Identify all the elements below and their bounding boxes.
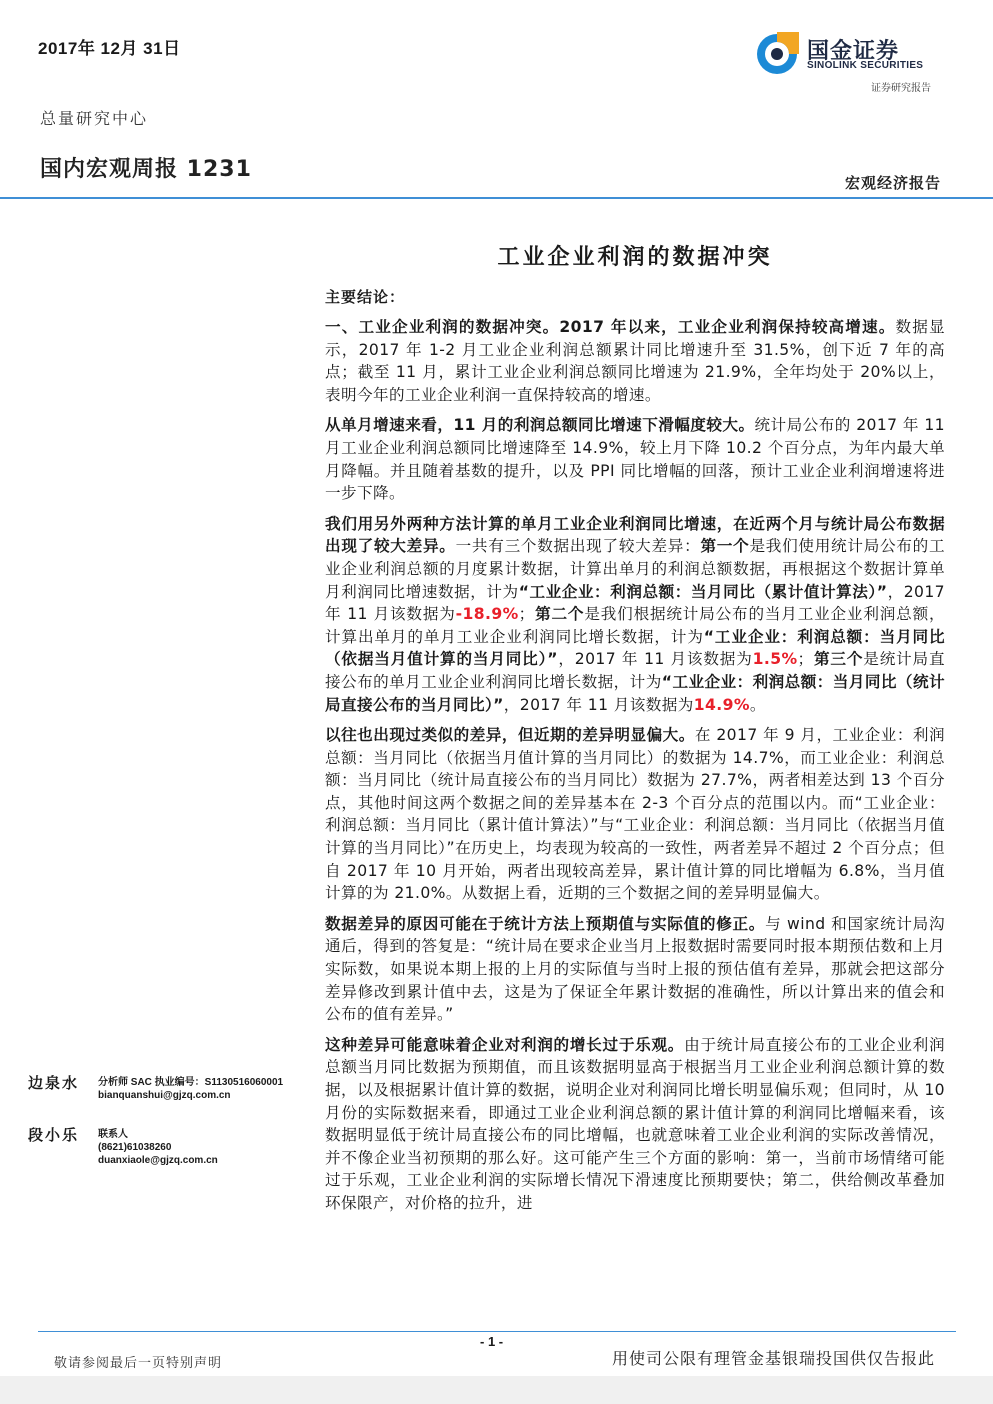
paragraph-1	[325, 316, 945, 406]
paragraph-5	[325, 913, 945, 1026]
report-body	[325, 316, 945, 1223]
paragraph-4	[325, 724, 945, 905]
paragraph-3-text: 一共有三个数据出现了较大差异：	[455, 537, 701, 556]
paragraph-3-text: ，2017 年 11 月该数据为	[325, 582, 945, 624]
value-official: 14.9%	[693, 695, 750, 714]
analyst-info	[98, 1076, 283, 1102]
paragraph-1-text: 数据显示，2017 年 1-2 月工业企业利润总额累计同比增速升至 31.5%，创下近 7 年的高点；截至 11 月，累计工业企业利润总额同比增速为 21.9%，全年均处于 20%以上，表明今年的工业企业利润一直保持较高的增速。	[325, 318, 946, 404]
analyst-name: 边泉水	[28, 1074, 80, 1092]
paragraph-2-lead: 从单月增速来看，11 月的利润总额同比增速下滑幅度较大。	[325, 416, 755, 435]
paragraph-3-text: ，2017 年 11 月该数据为	[557, 650, 753, 669]
paragraph-3-text: ，2017 年 11 月该数据为	[503, 695, 694, 714]
main-title: 工业企业利润的数据冲突	[497, 245, 773, 270]
paragraph-6-text: 由于统计局直接公布的工业企业利润总额当月同比数据为预期值，而且该数据明显高于根据当月工业企业利润总额计算的数据，以及根据累计值计算的数据，说明企业对利润同比增长明显偏乐观；但同时，从 10 月份的实际数据来看，即通过工业企业利润总额的累计值计算的利润同比增幅来看，该数据明显低于统计局直接公布的同比增幅，也就意味着工业企业利润的实际改善情况，并不像企业当初预期的那么好。这可能产生三个方面的影响：第一，当前市场情绪可能过于乐观，工业企业利润的实际增长情况下滑速度比预期要快；第二，供给侧改革叠加环保限产，对价格的拉升，进	[325, 1035, 945, 1212]
report-title: 国内宏观周报 1231	[40, 157, 252, 182]
paragraph-6	[325, 1034, 945, 1215]
paragraph-6-lead: 这种差异可能意味着企业对利润的增长过于乐观。	[325, 1035, 685, 1054]
company-logo	[755, 30, 955, 92]
analyst-contacts	[28, 1072, 318, 1176]
analyst-info	[98, 1128, 218, 1167]
series-name-official: “工业企业：利润总额：当月同比（统计局直接公布的当月同比）”	[325, 672, 945, 714]
analyst-card	[28, 1072, 318, 1124]
third-series-label: 第三个	[813, 650, 864, 669]
paragraph-3-text: 是我们根据统计局公布的当月工业企业利润总额，计算出单月的单月工业企业利润同比增长数据，计为	[325, 605, 945, 646]
logo-chinese-name: 国金证券	[807, 39, 900, 64]
bottom-band	[0, 1376, 993, 1404]
series-name-cumulative: “工业企业：利润总额：当月同比（累计值计算法）”	[518, 582, 888, 601]
value-cumulative: -18.9%	[455, 605, 519, 624]
paragraph-3-text: 。	[749, 695, 766, 714]
analyst-card	[28, 1124, 318, 1176]
analyst-name: 段小乐	[28, 1126, 80, 1144]
first-series-label: 第一个	[700, 537, 750, 556]
paragraph-3-text: 是我们使用统计局公布的工业企业利润总额的月度累计数据，计算出单月的利润总额数据，再根据这个数据计算单月利润同比增速数据，计为	[325, 537, 945, 601]
footer-divider	[38, 1331, 956, 1332]
logo-english-name: SINOLINK SECURITIES	[807, 60, 924, 71]
paragraph-5-lead: 数据差异的原因可能在于统计方法上预期值与实际值的修正。	[325, 914, 766, 933]
logo-subtitle: 证券研究报告	[871, 83, 931, 94]
paragraph-2	[325, 414, 945, 504]
contact-email[interactable]: duanxiaole@gjzq.com.cn	[98, 1155, 218, 1166]
conclusion-heading: 主要结论：	[325, 288, 406, 306]
paragraph-1-lead: 一、工业企业利润的数据冲突。2017 年以来，工业企业利润保持较高增速。	[325, 318, 896, 336]
paragraph-4-lead: 以往也出现过类似的差异，但近期的差异明显偏大。	[325, 726, 695, 745]
value-monthly: 1.5%	[752, 650, 798, 669]
contact-phone: (8621)61038260	[98, 1142, 172, 1153]
paragraph-3-text: 是统计局直接公布的单月工业企业利润同比增长数据，计为	[325, 650, 945, 691]
analyst-sac-label: 分析师 SAC 执业编号：	[98, 1077, 205, 1088]
series-name-monthly: “工业企业：利润总额：当月同比（依据当月值计算的当月同比）”	[325, 627, 946, 669]
paragraph-4-text: 在 2017 年 9 月，工业企业：利润总额：当月同比（依据当月值计算的当月同比）的数据为 14.7%，而工业企业：利润总额：当月同比（统计局直接公布的当月同比）数据为 27.7%，两者相差达到 13 个百分点，其他时间这两个数据之间的差异基本在 2-3 个百分点的范围以内。而“工业企业：利润总额：当月同比（累计值计算法）”与“工业企业：利润总额：当月同比（依据当月值计算的当月同比）”在历史上，均表现为较高的一致性，两者差异不超过 2 个百分点；但自 2017 年 10 月开始，两者出现较高差异，累计值计算的同比增幅为 6.8%，当月值计算的为 21.0%。从数据上看，近期的三个数据之间的差异明显偏大。	[325, 726, 945, 903]
second-series-label: 第二个	[534, 605, 585, 624]
paragraph-3-text: ；	[518, 605, 535, 624]
paragraph-2-text: 统计局公布的 2017 年 11 月工业企业利润总额同比增速降至 14.9%，较上月下降 10.2 个百分点，为年内最大单月降幅。并且随着基数的提升，以及 PPI 同比增幅的回落，预计工业企业利润增速将进一步下降。	[325, 416, 945, 503]
paragraph-3	[325, 513, 945, 716]
report-date: 2017年 12月 31日	[38, 39, 181, 58]
paragraph-3-text: ；	[797, 650, 814, 669]
paragraph-5-text: 与 wind 和国家统计局沟通后，得到的答复是：“统计局在要求企业当月上报数据时需要同时报本期预估数和上月实际数，如果说本期上报的上月的实际值与当时上报的预估值有差异，那就会把这部分差异修改到累计值中去，这是为了保证全年累计数据的准确性，所以计算出来的值会和公布的值有差异。”	[325, 914, 945, 1024]
sinolink-logo-icon	[755, 32, 799, 76]
analyst-email[interactable]: bianquanshui@gjzq.com.cn	[98, 1090, 231, 1101]
footer-disclaimer: 敬请参阅最后一页特别声明	[54, 1356, 223, 1371]
report-type: 宏观经济报告	[844, 174, 941, 192]
page-number: - 1 -	[480, 1334, 504, 1349]
header-divider	[0, 197, 993, 199]
department: 总量研究中心	[40, 109, 149, 128]
paragraph-3-lead: 我们用另外两种方法计算的单月工业企业利润同比增速，在近两个月与统计局公布数据出现了较大差异。	[325, 514, 945, 556]
contact-label: 联系人	[98, 1129, 128, 1140]
analyst-sac-number: S1130516060001	[204, 1077, 284, 1088]
footer-note: 用使司公限有理管金基银瑞投国供仅告报此	[611, 1349, 935, 1368]
